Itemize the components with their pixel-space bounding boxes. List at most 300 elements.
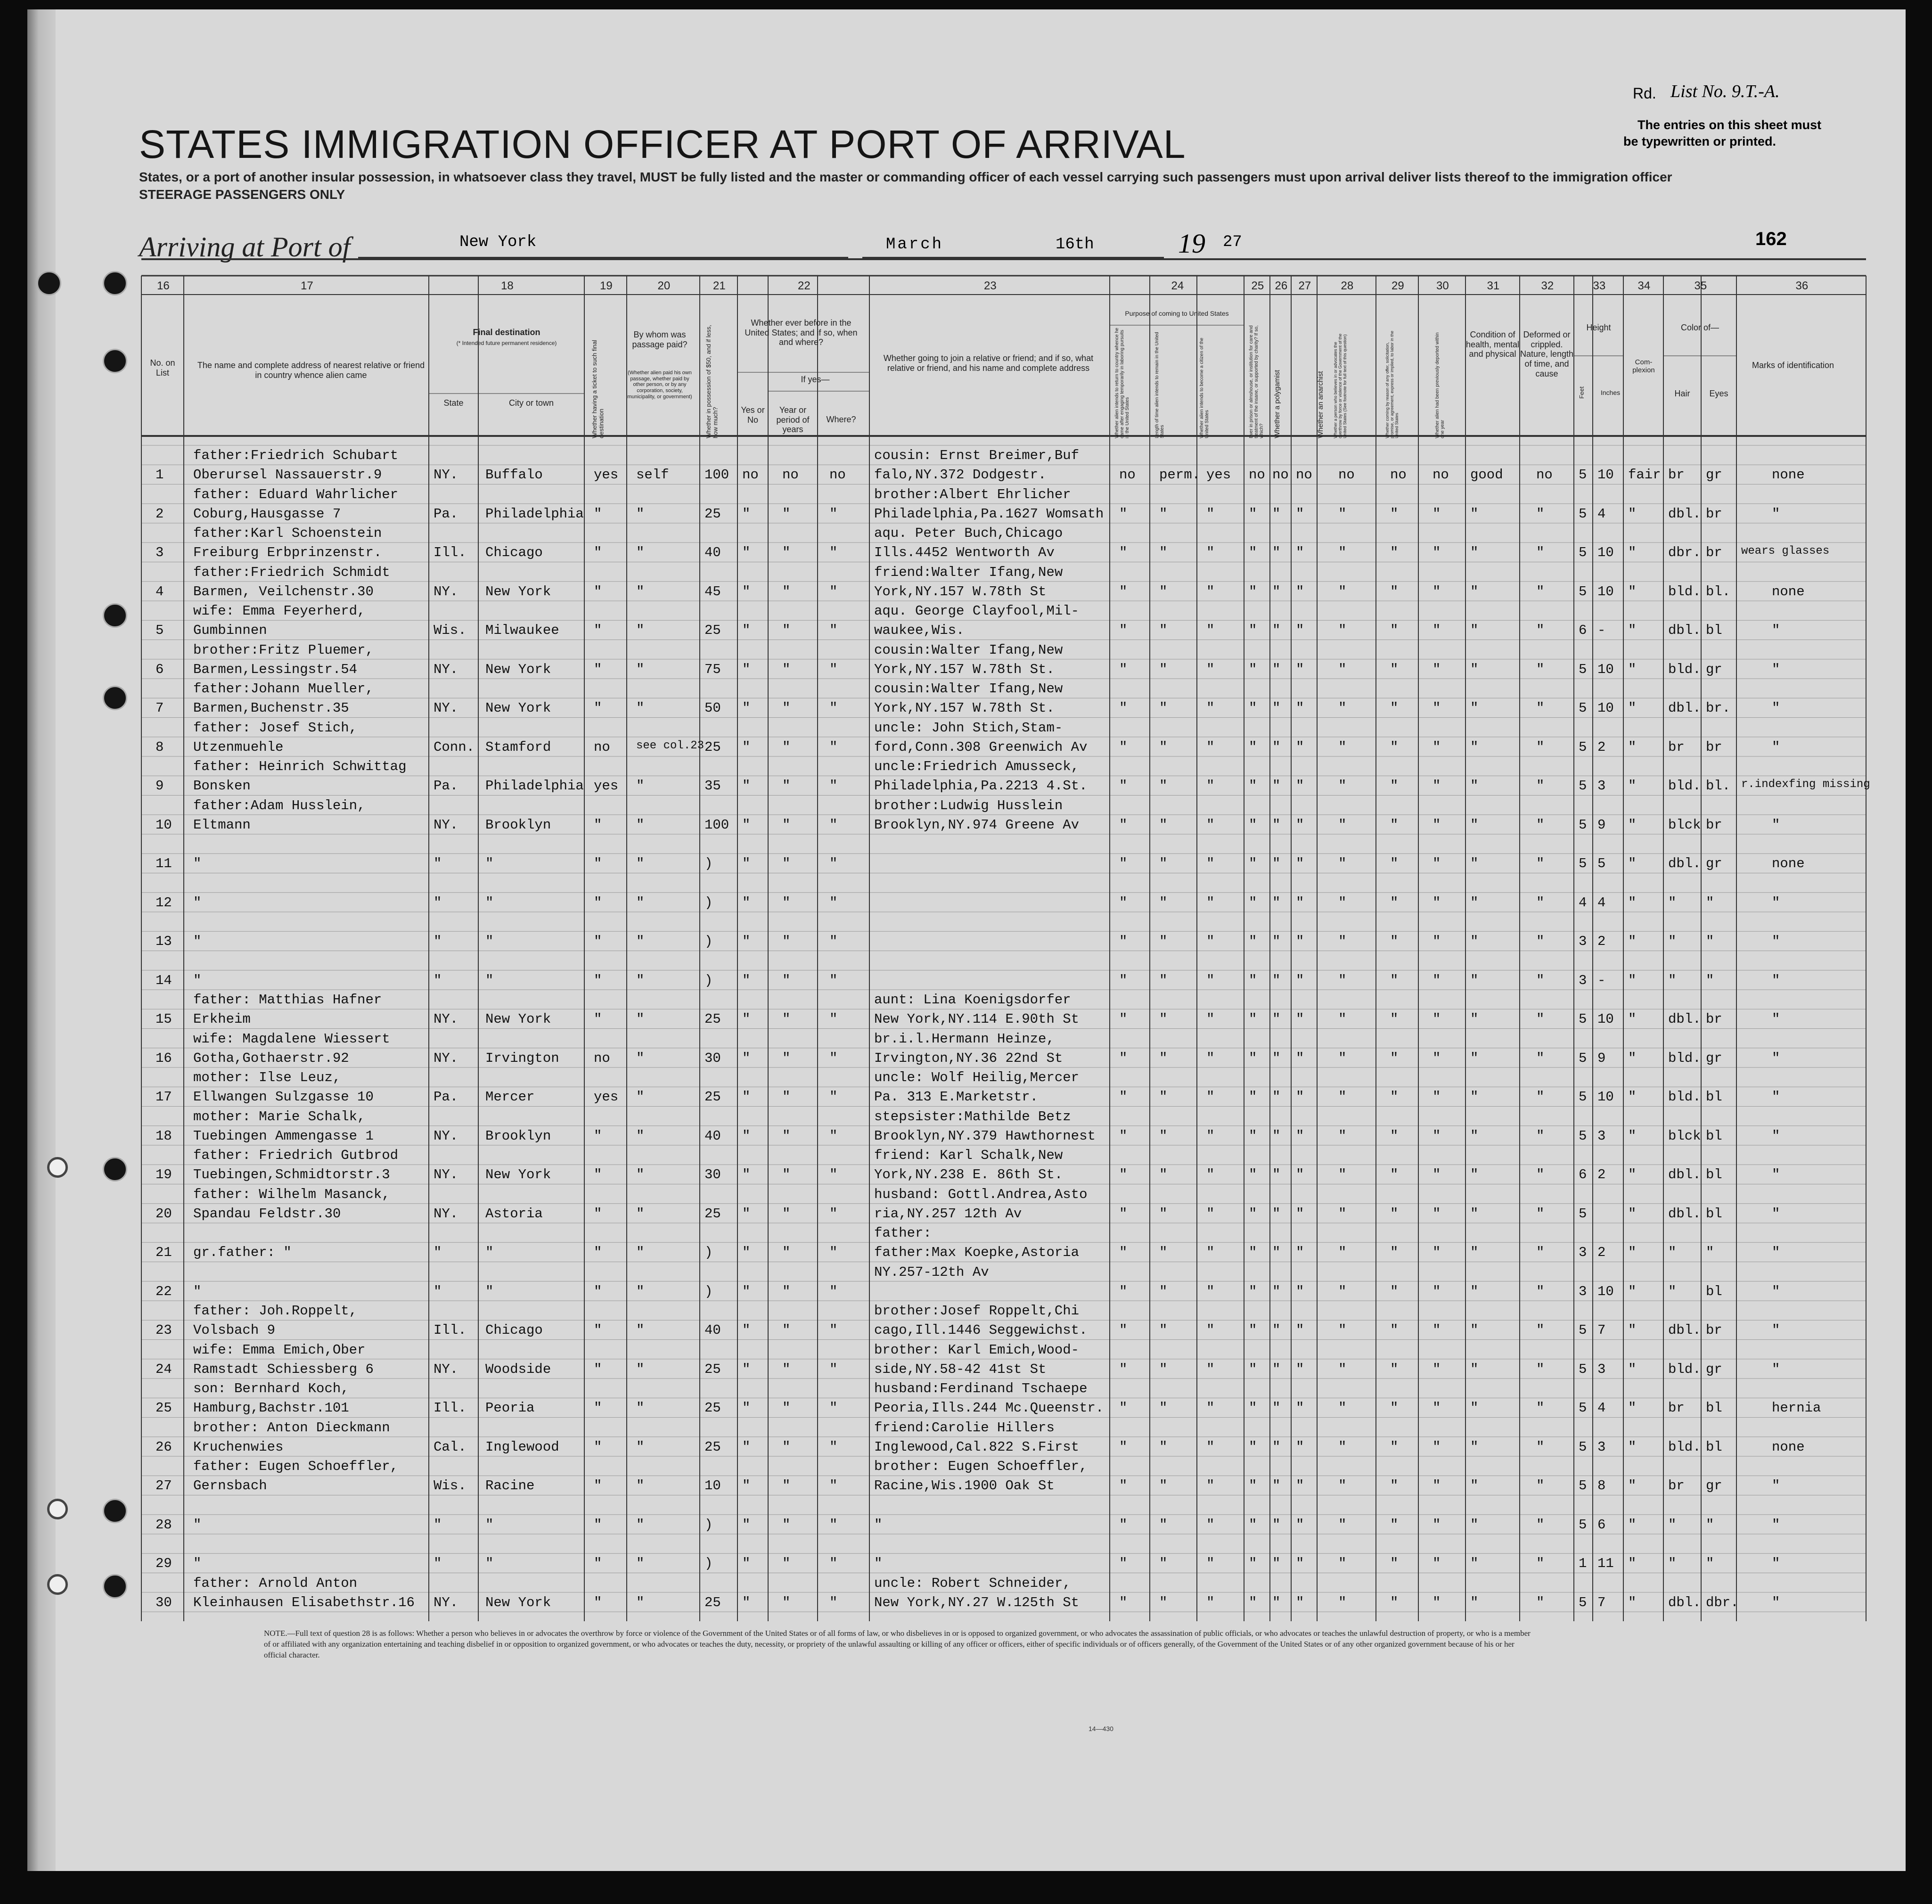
row-9-where: " (829, 778, 838, 794)
row-15-join2: New York,NY.114 E.90th St (874, 1011, 1080, 1027)
row-12-marks: " (1772, 895, 1780, 911)
row-19-p24a: " (1119, 1167, 1128, 1183)
row-25-p24c: " (1206, 1400, 1215, 1416)
row-21-yr: " (782, 1245, 791, 1261)
row-26-health: " (1470, 1439, 1479, 1455)
row-13-eyes: " (1706, 934, 1714, 950)
row-4-city: New York (485, 583, 551, 599)
row-12-c26: " (1272, 895, 1281, 911)
row-22-in: 10 (1597, 1283, 1614, 1299)
column-number-29: 29 (1392, 279, 1404, 292)
row-11-where: " (829, 856, 838, 872)
row-22-c25: " (1249, 1283, 1257, 1299)
row-18-c29: " (1390, 1128, 1399, 1144)
row-6-c29: " (1390, 661, 1399, 677)
steerage-label: STEERAGE PASSENGERS ONLY (139, 187, 345, 202)
row-5-marks: " (1772, 623, 1780, 639)
row-22-ft: 3 (1579, 1283, 1587, 1299)
column-number-35: 35 (1694, 279, 1707, 292)
row-28-city: " (485, 1517, 494, 1533)
row-10-c27: " (1296, 817, 1304, 833)
row-25-c27: " (1296, 1400, 1304, 1416)
row-6-comp: " (1628, 661, 1637, 677)
row-3-p24c: " (1206, 545, 1215, 561)
row-26-no: 26 (156, 1439, 172, 1455)
row-8-c26: " (1272, 739, 1281, 755)
row-28-state: " (434, 1517, 442, 1533)
row-13-no: 13 (156, 934, 172, 950)
row-14-yr: " (782, 972, 791, 988)
header-money: Whether in possession of $50, and if less, how much? (705, 325, 719, 438)
row-3-eyes: br (1706, 545, 1722, 561)
row-18-money: 40 (704, 1128, 721, 1144)
row-9-city: Philadelphia (485, 778, 584, 794)
row-28-p24a: " (1119, 1517, 1128, 1533)
row-5-c30: " (1433, 623, 1441, 639)
row-14-health: " (1470, 972, 1479, 988)
row-8-where: " (829, 739, 838, 755)
row-1-p24a: no (1119, 467, 1136, 483)
row-7-comp: " (1628, 700, 1637, 716)
row-11-ft: 5 (1579, 856, 1587, 872)
row-20-join1: husband: Gottl.Andrea,Asto (874, 1186, 1088, 1202)
row-13-c29: " (1390, 934, 1399, 950)
row-24-p24c: " (1206, 1361, 1215, 1377)
row-2-where: " (829, 506, 838, 522)
row-13-yr: " (782, 934, 791, 950)
row-4-c26: " (1272, 583, 1281, 599)
row-2-rel2: Coburg,Hausgasse 7 (193, 506, 341, 522)
row-21-no: 21 (156, 1245, 172, 1261)
row-2-yr: " (782, 506, 791, 522)
row-29-money: ) (704, 1556, 713, 1572)
row-20-c27: " (1296, 1206, 1304, 1222)
row-23-yn: " (742, 1322, 751, 1338)
row-20-comp: " (1628, 1206, 1637, 1222)
row-12-p24b: " (1159, 895, 1168, 911)
row-9-comp: " (1628, 778, 1637, 794)
row-3-c26: " (1272, 545, 1281, 561)
row-1-in: 10 (1597, 467, 1614, 483)
row-22-c27: " (1296, 1283, 1304, 1299)
row-22-money: ) (704, 1283, 713, 1299)
row-10-no: 10 (156, 817, 172, 833)
row-7-rel1: father:Johann Mueller, (193, 681, 374, 697)
row-9-c30: " (1433, 778, 1441, 794)
row-20-where: " (829, 1206, 838, 1222)
row-12-hair: " (1668, 895, 1677, 911)
row-5-state: Wis. (434, 623, 467, 639)
row-5-c25: " (1249, 623, 1257, 639)
row-1-c26: no (1272, 467, 1289, 483)
row-18-c28: " (1338, 1128, 1347, 1144)
row-9-marks: r.indexfing missing (1741, 778, 1870, 791)
row-19-where: " (829, 1167, 838, 1183)
header-labor-offer: Whether coming by reason of any offer, solicitation, promise, or agreement, express or implied, to labor in the United States (1385, 330, 1399, 438)
row-1-c28: no (1338, 467, 1355, 483)
row-27-c30: " (1433, 1478, 1441, 1494)
row-19-money: 30 (704, 1167, 721, 1183)
row-3-paid: " (636, 545, 645, 561)
row-26-c27: " (1296, 1439, 1304, 1455)
row-26-c30: " (1433, 1439, 1441, 1455)
row-6-yn: " (742, 661, 751, 677)
row-19-no: 19 (156, 1167, 172, 1183)
row-20-c30: " (1433, 1206, 1441, 1222)
row-4-rel2: Barmen, Veilchenstr.30 (193, 583, 374, 599)
row-9-in: 3 (1597, 778, 1606, 794)
row-10-ft: 5 (1579, 817, 1587, 833)
row-10-rel1: father:Adam Husslein, (193, 797, 366, 813)
row-19-ft: 6 (1579, 1167, 1587, 1183)
row-12-state: " (434, 895, 442, 911)
column-number-23: 23 (984, 279, 997, 292)
row-10-city: Brooklyn (485, 817, 551, 833)
typewritten-instruction-1: The entries on this sheet must (1637, 118, 1822, 132)
row-8-no: 8 (156, 739, 164, 755)
header-condition: Condition of health, mental and physical (1465, 330, 1520, 359)
row-24-join2: side,NY.58-42 41st St (874, 1361, 1047, 1377)
row-10-p24c: " (1206, 817, 1215, 833)
row-19-in: 2 (1597, 1167, 1606, 1183)
row-18-comp: " (1628, 1128, 1637, 1144)
row-9-ticket: yes (594, 778, 619, 794)
header-passage-paid-note: (Whether alien paid his own passage, whether paid by other person, or by any corporation, society, municipality, or government) (627, 370, 692, 400)
row-1-hair: br (1668, 467, 1685, 483)
row-21-join1: father: (874, 1225, 932, 1241)
row-23-p24a: " (1119, 1322, 1128, 1338)
row-4-in: 10 (1597, 583, 1614, 599)
row-26-rel1: brother: Anton Dieckmann (193, 1420, 390, 1436)
row-19-yn: " (742, 1167, 751, 1183)
row-9-hair: bld. (1668, 778, 1701, 794)
row-2-comp: " (1628, 506, 1637, 522)
row-18-hair: blck (1668, 1128, 1701, 1144)
row-6-rel1: brother:Fritz Pluemer, (193, 642, 374, 658)
row-2-no: 2 (156, 506, 164, 522)
row-10-eyes: br (1706, 817, 1722, 833)
row-6-eyes: gr (1706, 661, 1722, 677)
row-29-ticket: " (594, 1556, 602, 1572)
row-19-comp: " (1628, 1167, 1637, 1183)
row-28-c28: " (1338, 1517, 1347, 1533)
row-14-state: " (434, 972, 442, 988)
header-where: Where? (826, 415, 856, 424)
row-15-p24b: " (1159, 1011, 1168, 1027)
row-13-c25: " (1249, 934, 1257, 950)
row-21-yn: " (742, 1245, 751, 1261)
row-22-eyes: bl (1706, 1283, 1722, 1299)
row-1-yr: no (782, 467, 799, 483)
row-14-comp: " (1628, 972, 1637, 988)
row-15-paid: " (636, 1011, 645, 1027)
row-30-p24c: " (1206, 1594, 1215, 1610)
row-24-where: " (829, 1361, 838, 1377)
row-10-yn: " (742, 817, 751, 833)
row-30-no: 30 (156, 1594, 172, 1610)
row-8-join1: uncle: John Stich,Stam- (874, 720, 1063, 736)
row-26-deformed: " (1536, 1439, 1545, 1455)
row-30-p24b: " (1159, 1594, 1168, 1610)
row-3-money: 40 (704, 545, 721, 561)
row-5-rel1: wife: Emma Feyerherd, (193, 603, 366, 619)
row-27-join2: Racine,Wis.1900 Oak St (874, 1478, 1055, 1494)
row-16-yn: " (742, 1050, 751, 1066)
row-5-p24a: " (1119, 623, 1128, 639)
row-13-p24c: " (1206, 934, 1215, 950)
row-26-yn: " (742, 1439, 751, 1455)
row-23-where: " (829, 1322, 838, 1338)
row-8-c28: " (1338, 739, 1347, 755)
row-3-rel1: father:Karl Schoenstein (193, 525, 382, 541)
row-8-eyes: br (1706, 739, 1722, 755)
row-18-where: " (829, 1128, 838, 1144)
row-3-c28: " (1338, 545, 1347, 561)
row-28-yn: " (742, 1517, 751, 1533)
row-27-ft: 5 (1579, 1478, 1587, 1494)
row-14-hair: " (1668, 972, 1677, 988)
row-18-rel1: mother: Marie Schalk, (193, 1108, 366, 1124)
row-26-eyes: bl (1706, 1439, 1722, 1455)
row-29-c25: " (1249, 1556, 1257, 1572)
row-18-c30: " (1433, 1128, 1441, 1144)
row-27-state: Wis. (434, 1478, 467, 1494)
row-13-p24b: " (1159, 934, 1168, 950)
row-23-health: " (1470, 1322, 1479, 1338)
row-14-c25: " (1249, 972, 1257, 988)
rd-label: Rd. (1633, 85, 1656, 102)
row-1-money: 100 (704, 467, 729, 483)
row-2-join1: brother:Albert Ehrlicher (874, 486, 1071, 502)
row-30-hair: dbl. (1668, 1594, 1701, 1610)
row-5-yr: " (782, 623, 791, 639)
row-19-p24c: " (1206, 1167, 1215, 1183)
row-3-ft: 5 (1579, 545, 1587, 561)
row-6-money: 75 (704, 661, 721, 677)
row-23-join1: brother:Josef Roppelt,Chi (874, 1303, 1080, 1319)
row-30-paid: " (636, 1594, 645, 1610)
row-12-rel2: " (193, 895, 202, 911)
row-3-join1: aqu. Peter Buch,Chicago (874, 525, 1063, 541)
footnote: NOTE.—Full text of question 28 is as follows: Whether a person who believes in or advocates the overthrow by force or violence of the Government of the United States or of all forms of law, or who disbelieves in or is opposed to organized government, or who advocates the assassination of public officials, or who advocates or teaches the unlawful destruction of property, or who is a member of or affiliated with any organization entertaining and teaching disbelief in or opposition to organized government, or who advocates or teaches the duty, necessity, or propriety of the unlawful assaulting or killing of any officer or officers, either of specific individuals or of officers generally, of the Government of the United States or of any other organized government because of his or her official character. (264, 1629, 1531, 1659)
arrival-port: New York (459, 233, 537, 251)
row-22-city: " (485, 1283, 494, 1299)
row-23-c30: " (1433, 1322, 1441, 1338)
column-number-22: 22 (798, 279, 810, 292)
row-5-eyes: bl (1706, 623, 1722, 639)
row-6-yr: " (782, 661, 791, 677)
row-21-c25: " (1249, 1245, 1257, 1261)
row-4-where: " (829, 583, 838, 599)
row-14-c28: " (1338, 972, 1347, 988)
row-21-join2: father:Max Koepke,Astoria (874, 1245, 1080, 1261)
row-22-c29: " (1390, 1283, 1399, 1299)
row-21-c27: " (1296, 1245, 1304, 1261)
row-24-deformed: " (1536, 1361, 1545, 1377)
row-7-c26: " (1272, 700, 1281, 716)
row-22-paid: " (636, 1283, 645, 1299)
row-7-ft: 5 (1579, 700, 1587, 716)
row-21-health: " (1470, 1245, 1479, 1261)
row-21-c30: " (1433, 1245, 1441, 1261)
row-30-where: " (829, 1594, 838, 1610)
row-16-state: NY. (434, 1050, 458, 1066)
row-25-c25: " (1249, 1400, 1257, 1416)
row-18-c26: " (1272, 1128, 1281, 1144)
row-28-c27: " (1296, 1517, 1304, 1533)
header-state: State (443, 398, 464, 408)
row-20-ft: 5 (1579, 1206, 1587, 1222)
row-14-c27: " (1296, 972, 1304, 988)
row-22-rel2: " (193, 1283, 202, 1299)
row-18-ft: 5 (1579, 1128, 1587, 1144)
column-number-17: 17 (301, 279, 313, 292)
row-27-in: 8 (1597, 1478, 1606, 1494)
row-11-hair: dbl. (1668, 856, 1701, 872)
row-15-c25: " (1249, 1011, 1257, 1027)
row-16-comp: " (1628, 1050, 1637, 1066)
row-11-money: ) (704, 856, 713, 872)
row-3-comp: " (1628, 545, 1637, 561)
row-5-ft: 6 (1579, 623, 1587, 639)
row-30-join2: New York,NY.27 W.125th St (874, 1594, 1080, 1610)
row-12-ft: 4 (1579, 895, 1587, 911)
row-15-ft: 5 (1579, 1011, 1587, 1027)
row-15-eyes: br (1706, 1011, 1722, 1027)
row-9-paid: " (636, 778, 645, 794)
row-25-rel1: son: Bernhard Koch, (193, 1381, 349, 1396)
row-13-c26: " (1272, 934, 1281, 950)
row-15-city: New York (485, 1011, 551, 1027)
row-2-money: 25 (704, 506, 721, 522)
row-6-state: NY. (434, 661, 458, 677)
row-6-join2: York,NY.157 W.78th St. (874, 661, 1055, 677)
header-inches: Inches (1600, 389, 1621, 396)
header-anarchist: Whether an anarchist (1317, 371, 1325, 438)
row-12-money: ) (704, 895, 713, 911)
row-19-rel2: Tuebingen,Schmidtorstr.3 (193, 1167, 390, 1183)
row-3-c25: " (1249, 545, 1257, 561)
row-30-p24a: " (1119, 1594, 1128, 1610)
row-30-c30: " (1433, 1594, 1441, 1610)
header-height: Height (1586, 323, 1611, 332)
row-26-rel2: Kruchenwies (193, 1439, 284, 1455)
row-24-marks: " (1772, 1361, 1780, 1377)
row-24-ticket: " (594, 1361, 602, 1377)
row-2-eyes: br (1706, 506, 1722, 522)
row-15-where: " (829, 1011, 838, 1027)
row-18-join1: stepsister:Mathilde Betz (874, 1108, 1071, 1124)
row-24-p24b: " (1159, 1361, 1168, 1377)
header-final-destination-note: (* Intended future permanent residence) (456, 340, 557, 346)
column-number-34: 34 (1637, 279, 1651, 292)
row-26-p24a: " (1119, 1439, 1128, 1455)
column-number-18: 18 (501, 279, 514, 292)
row-27-rel1: father: Eugen Schoeffler, (193, 1459, 399, 1474)
row-7-health: " (1470, 700, 1479, 716)
row-10-comp: " (1628, 817, 1637, 833)
row-1-rel1: father:Friedrich Schubart (193, 448, 399, 463)
row-30-rel1: father: Arnold Anton (193, 1575, 358, 1591)
row-16-yr: " (782, 1050, 791, 1066)
row-9-eyes: bl. (1706, 778, 1731, 794)
row-12-city: " (485, 895, 494, 911)
row-24-c25: " (1249, 1361, 1257, 1377)
row-1-yn: no (742, 467, 759, 483)
header-color-of: Color of— (1680, 323, 1719, 332)
row-26-c26: " (1272, 1439, 1281, 1455)
row-4-ticket: " (594, 583, 602, 599)
row-20-eyes: bl (1706, 1206, 1722, 1222)
row-13-ft: 3 (1579, 934, 1587, 950)
row-26-p24c: " (1206, 1439, 1215, 1455)
row-19-paid: " (636, 1167, 645, 1183)
row-16-health: " (1470, 1050, 1479, 1066)
row-24-paid: " (636, 1361, 645, 1377)
row-20-rel1: father: Wilhelm Masanck, (193, 1186, 390, 1202)
row-8-marks: " (1772, 739, 1780, 755)
row-1-where: no (829, 467, 846, 483)
row-13-hair: " (1668, 934, 1677, 950)
row-15-ticket: " (594, 1011, 602, 1027)
row-17-health: " (1470, 1089, 1479, 1105)
row-28-c25: " (1249, 1517, 1257, 1533)
row-12-no: 12 (156, 895, 172, 911)
row-11-c27: " (1296, 856, 1304, 872)
row-20-ticket: " (594, 1206, 602, 1222)
row-12-p24c: " (1206, 895, 1215, 911)
row-2-marks: " (1772, 506, 1780, 522)
row-29-eyes: " (1706, 1556, 1714, 1572)
row-23-c26: " (1272, 1322, 1281, 1338)
row-26-city: Inglewood (485, 1439, 559, 1455)
row-26-state: Cal. (434, 1439, 467, 1455)
row-3-state: Ill. (434, 545, 467, 561)
row-19-c27: " (1296, 1167, 1304, 1183)
row-9-p24c: " (1206, 778, 1215, 794)
row-9-p24b: " (1159, 778, 1168, 794)
row-20-join2: ria,NY.257 12th Av (874, 1206, 1022, 1222)
row-1-no: 1 (156, 467, 164, 483)
row-3-deformed: " (1536, 545, 1545, 561)
row-6-p24a: " (1119, 661, 1128, 677)
column-number-16: 16 (157, 279, 170, 292)
row-22-hair: " (1668, 1283, 1677, 1299)
row-26-in: 3 (1597, 1439, 1606, 1455)
row-29-comp: " (1628, 1556, 1637, 1572)
row-18-state: NY. (434, 1128, 458, 1144)
row-4-deformed: " (1536, 583, 1545, 599)
row-23-p24b: " (1159, 1322, 1168, 1338)
row-30-c28: " (1338, 1594, 1347, 1610)
row-28-c29: " (1390, 1517, 1399, 1533)
row-4-eyes: bl. (1706, 583, 1731, 599)
row-13-marks: " (1772, 934, 1780, 950)
row-11-c26: " (1272, 856, 1281, 872)
row-2-c29: " (1390, 506, 1399, 522)
row-26-c25: " (1249, 1439, 1257, 1455)
row-29-state: " (434, 1556, 442, 1572)
row-19-join2: York,NY.238 E. 86th St. (874, 1167, 1063, 1183)
row-15-c26: " (1272, 1011, 1281, 1027)
row-6-c27: " (1296, 661, 1304, 677)
row-10-p24a: " (1119, 817, 1128, 833)
row-11-ticket: " (594, 856, 602, 872)
row-15-p24c: " (1206, 1011, 1215, 1027)
row-25-c28: " (1338, 1400, 1347, 1416)
row-19-ticket: " (594, 1167, 602, 1183)
row-23-money: 40 (704, 1322, 721, 1338)
